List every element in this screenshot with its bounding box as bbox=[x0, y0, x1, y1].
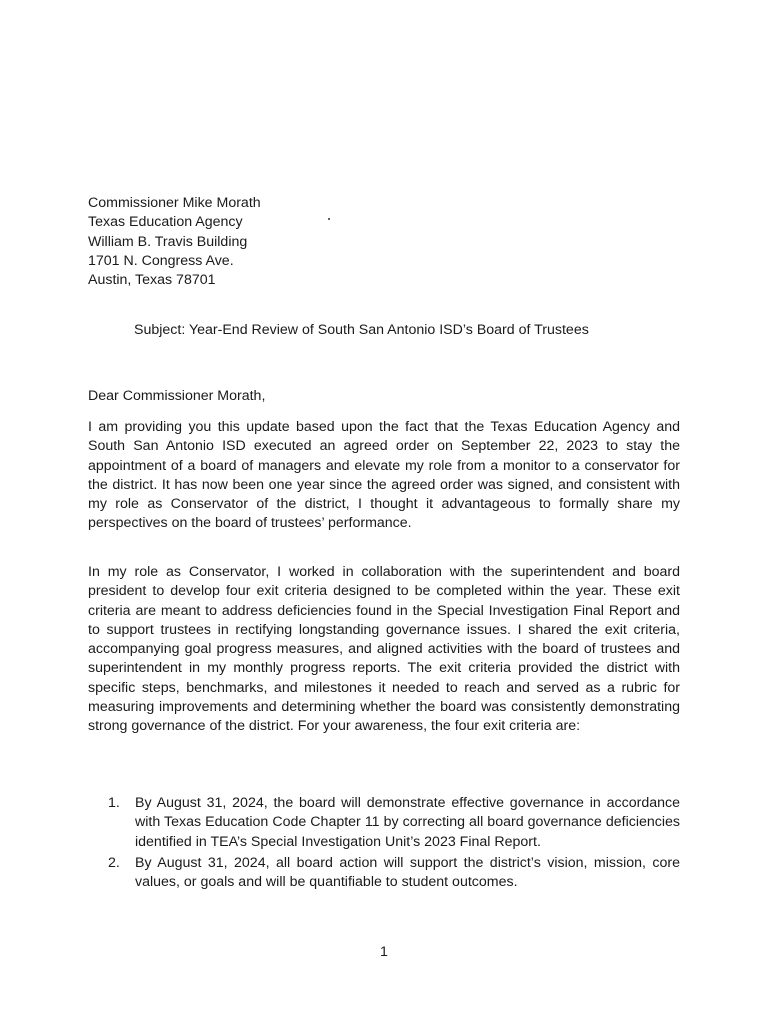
recipient-building: William B. Travis Building bbox=[88, 233, 248, 250]
recipient-street: 1701 N. Congress Ave. bbox=[88, 252, 234, 269]
salutation: Dear Commissioner Morath, bbox=[88, 388, 266, 404]
list-item-text: By August 31, 2024, the board will demonstrate effective governance in accordance with Texas Education Code Chapter 11 by correcting all board governance deficiencies identified in TEA’s Special Investigation Unit’s 2023 Final Report. bbox=[135, 795, 680, 850]
list-item-text: By August 31, 2024, all board action will support the district’s vision, mission, core values, or goals and will be quantifiable to student outcomes. bbox=[135, 854, 680, 891]
list-item-number: 1. bbox=[108, 795, 120, 811]
page-number: 1 bbox=[380, 944, 388, 960]
recipient-agency: Texas Education Agency bbox=[88, 214, 243, 231]
recipient-address-block bbox=[88, 194, 261, 290]
recipient-name: Commissioner Mike Morath bbox=[88, 195, 261, 211]
body-paragraph-2: In my role as Conservator, I worked in collaboration with the superintendent and board president to develop four exit criteria designed to be completed within the year. These exit criteria are meant to address deficiencies found in the Special Investigation Final Report and to support trustees in rectifying longstanding governance issues. I shared the exit criteria, accompanying goal progress measures, and aligned activities with the board of trustees and superintendent in my monthly progress reports. The exit criteria provided the district with specific steps, benchmarks, and milestones it needed to reach and served as a rubric for measuring improvements and determining whether the board was consistently demonstrating strong governance of the district. For your awareness, the four exit criteria are: bbox=[88, 564, 680, 735]
subject-line: Subject: Year-End Review of South San Antonio ISD’s Board of Trustees bbox=[134, 322, 589, 338]
list-item-number: 2. bbox=[108, 854, 120, 871]
list-item bbox=[108, 794, 680, 852]
body-paragraph-1: I am providing you this update based upon the fact that the Texas Education Agency and South San Antonio ISD executed an agreed order on September 22, 2023 to stay the appointment of a board of managers and elevate my role from a monitor to a conservator for the district. It has now been one year since the agreed order was signed, and consistent with my role as Conservator of the district, I thought it advantageous to formally share my perspectives on the board of trustees’ performance. bbox=[88, 419, 680, 532]
list-item bbox=[108, 854, 680, 893]
exit-criteria-list bbox=[108, 794, 680, 894]
recipient-city: Austin, Texas 78701 bbox=[88, 272, 216, 289]
stray-mark bbox=[328, 218, 330, 220]
